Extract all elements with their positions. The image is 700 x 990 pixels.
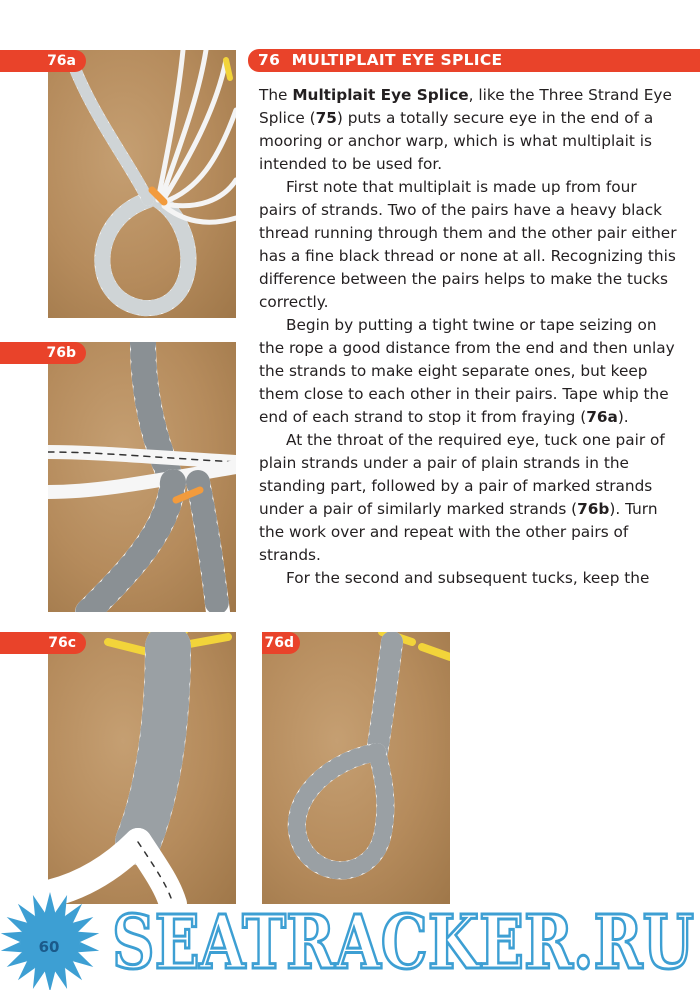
- body-text: [259, 84, 679, 590]
- figure-reference: 76a: [586, 408, 618, 426]
- rope-finished-eye-splice-illustration: [262, 632, 450, 904]
- cross-reference: 75: [315, 109, 337, 127]
- figure-label-76d: 76d: [262, 632, 300, 654]
- section-title: MULTIPLAIT EYE SPLICE: [291, 51, 503, 69]
- knot-name: Multiplait Eye Splice: [292, 86, 469, 104]
- paragraph-text: The: [259, 86, 293, 104]
- figure-76d-photo: [262, 632, 450, 904]
- paragraph-text: , like the Three Strand Eye Splice (: [259, 86, 672, 127]
- figure-label-76b: 76b: [0, 342, 86, 364]
- paragraph-4: [259, 429, 679, 567]
- section-number: 76: [258, 51, 281, 69]
- watermark-text: SEATRACKER.RU: [112, 900, 694, 982]
- paragraph-text: ). Turn the work over and repeat with the other pairs of strands.: [259, 500, 658, 564]
- figure-76c-photo: [48, 632, 236, 904]
- paragraph-text: ) puts a totally secure eye in the end of a mooring or anchor warp, which is what multiplait is intended to be used for.: [259, 109, 654, 173]
- section-title-bar: [248, 49, 700, 72]
- sun-ray: [1, 932, 22, 942]
- figure-76b-photo: [48, 342, 236, 612]
- rope-first-tuck-illustration: [48, 342, 236, 612]
- sunburst-icon: [0, 880, 110, 990]
- paragraph-3: [259, 314, 679, 429]
- sun-ray: [45, 892, 55, 913]
- sun-ray: [78, 942, 99, 952]
- sun-ray: [45, 972, 55, 990]
- paragraph-text: At the throat of the required eye, tuck one pair of plain strands under a pair of plain strands in the standing part, followed by a pair of marked strands under a pair of similarly marked strands (: [259, 431, 665, 518]
- paragraph-text: Begin by putting a tight twine or tape seizing on the rope a good distance from the end and then unlay the strands to make eight separate ones, but keep them close to each other in their pairs. Tape whip the end of each strand to stop it from fraying (: [259, 316, 675, 426]
- paragraph-5: [259, 567, 679, 590]
- rope-splice-close-up-illustration: [48, 632, 236, 904]
- figure-reference: 76b: [577, 500, 610, 518]
- figure-label-76a: 76a: [0, 50, 86, 72]
- sun-ray: [78, 932, 99, 942]
- watermark: [108, 898, 700, 982]
- section-heading: [258, 49, 502, 72]
- sun-ray: [1, 942, 22, 952]
- rope-eye-unlaid-strands-illustration: [48, 50, 236, 318]
- figure-label-76c: 76c: [0, 632, 86, 654]
- paragraph-text: First note that multiplait is made up from four pairs of strands. Two of the pairs have a heavy black thread running through them and the other pair either has a fine black thread or none at all. Recognizing this difference between the pairs helps to make the tucks correctly.: [259, 178, 677, 311]
- figure-76a-photo: [48, 50, 236, 318]
- page-number: 60: [38, 938, 60, 956]
- paragraph-2: [259, 176, 679, 314]
- paragraph-text: ).: [617, 408, 629, 426]
- paragraph-1: [259, 84, 679, 176]
- paragraph-text: For the second and subsequent tucks, keep the: [286, 569, 650, 587]
